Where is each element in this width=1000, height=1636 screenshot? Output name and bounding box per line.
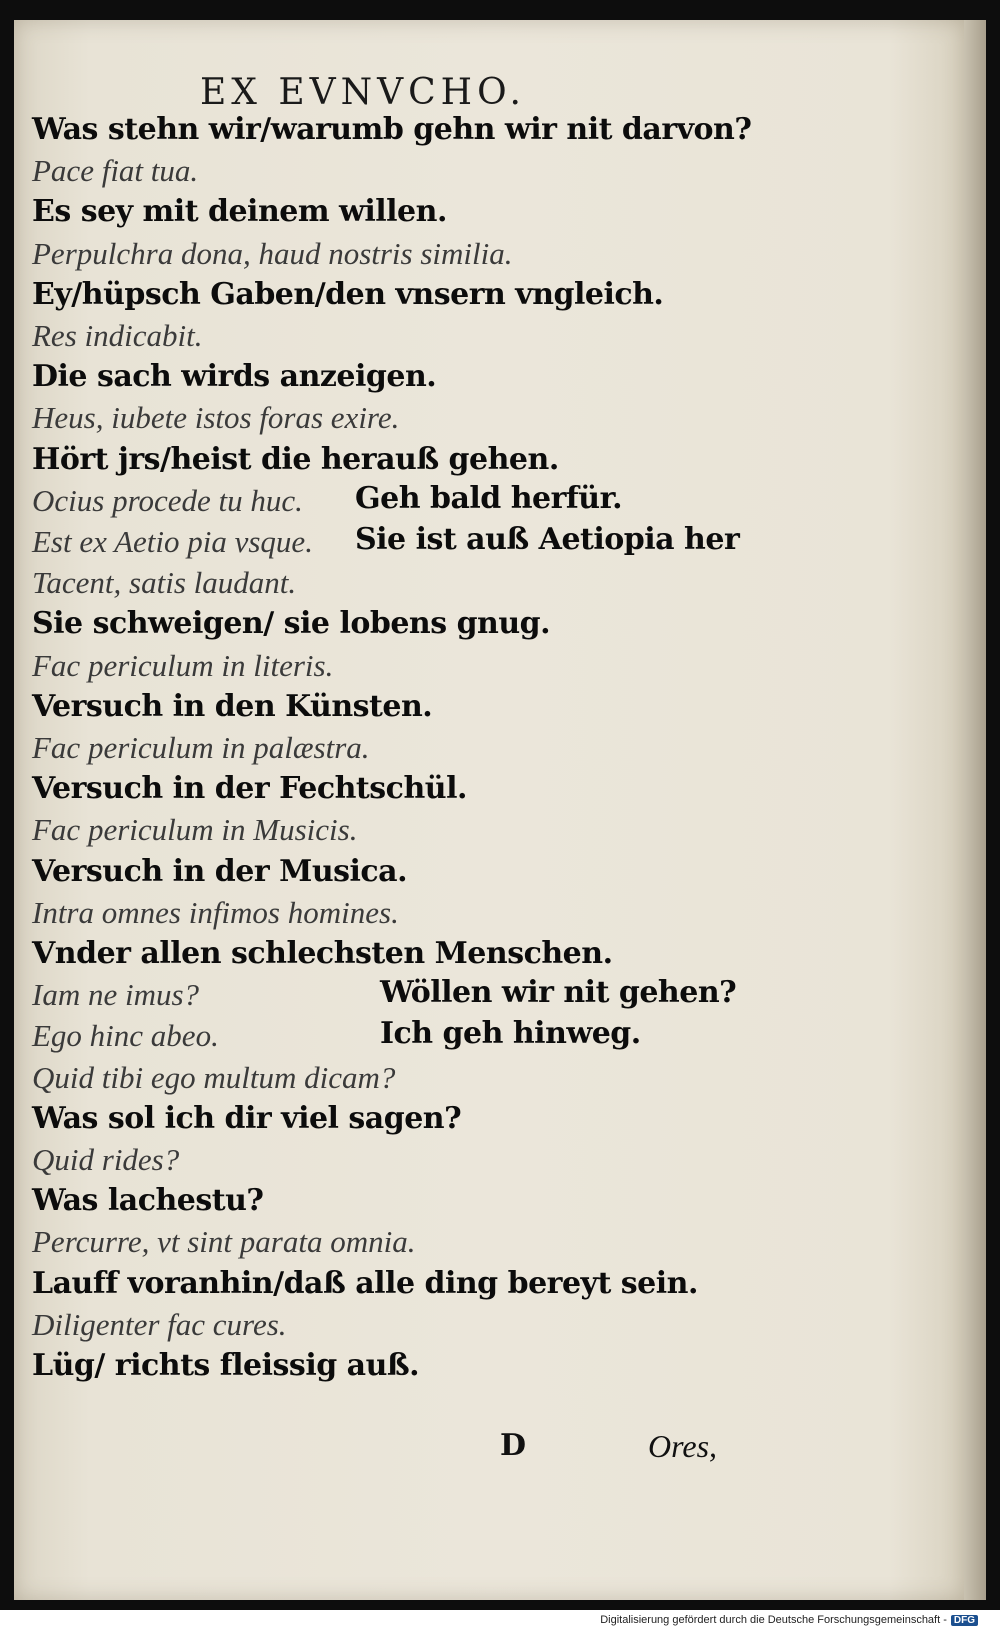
german-inline-translation: Ich geh hinweg. bbox=[380, 1016, 641, 1052]
footer-text: Digitalisierung gefördert durch die Deutsche Forschungsgemeinschaft - bbox=[600, 1614, 947, 1626]
german-line: Versuch in der Fechtschül. bbox=[32, 771, 467, 807]
running-header: EX EVNVCHO. bbox=[200, 72, 526, 113]
latin-line: Iam ne imus? bbox=[32, 977, 200, 1013]
latin-line: Ocius procede tu huc. bbox=[32, 482, 303, 518]
german-line: Lüg/ richts fleissig auß. bbox=[32, 1348, 420, 1383]
german-line: Hört jrs/heist die herauß gehen. bbox=[32, 441, 559, 477]
german-inline-translation: Geh bald herfür. bbox=[355, 480, 623, 516]
latin-line: Fac periculum in Musicis. bbox=[32, 812, 358, 848]
catchword: Ores, bbox=[648, 1428, 718, 1464]
signature-mark: D bbox=[500, 1428, 527, 1463]
latin-line: Quid rides? bbox=[32, 1142, 180, 1177]
german-line: Versuch in den Künsten. bbox=[32, 688, 433, 724]
german-line: Sie schweigen/ sie lobens gnug. bbox=[32, 606, 551, 642]
german-line: Vnder allen schlechsten Menschen. bbox=[32, 936, 613, 971]
german-inline-translation: Wöllen wir nit gehen? bbox=[380, 975, 737, 1011]
latin-line: Pace fiat tua. bbox=[32, 153, 199, 189]
footer-credit bbox=[600, 1614, 978, 1626]
german-inline-translation: Sie ist auß Aetiopia her bbox=[355, 522, 740, 557]
german-line: Was stehn wir/warumb gehn wir nit darvon? bbox=[32, 112, 752, 147]
german-line: Was lachestu? bbox=[32, 1183, 264, 1219]
latin-line: Quid tibi ego multum dicam? bbox=[32, 1059, 396, 1095]
german-line: Ey/hüpsch Gaben/den vnsern vngleich. bbox=[32, 276, 664, 312]
latin-line: Ego hinc abeo. bbox=[32, 1018, 219, 1054]
german-line: Versuch in der Musica. bbox=[32, 853, 408, 889]
latin-line: Percurre, vt sint parata omnia. bbox=[32, 1224, 416, 1260]
latin-line: Perpulchra dona, haud nostris similia. bbox=[32, 235, 513, 271]
german-line: Lauff voranhin/daß alle ding bereyt sein. bbox=[32, 1265, 698, 1301]
latin-line: Fac periculum in literis. bbox=[32, 647, 334, 683]
latin-line: Intra omnes infimos homines. bbox=[32, 894, 399, 930]
dfg-logo: DFG bbox=[951, 1615, 978, 1626]
latin-line: Est ex Aetio pia vsque. bbox=[32, 524, 313, 559]
german-line: Was sol ich dir viel sagen? bbox=[32, 1100, 462, 1136]
page-edge bbox=[964, 20, 986, 1600]
latin-line: Diligenter fac cures. bbox=[32, 1306, 287, 1342]
latin-line: Heus, iubete istos foras exire. bbox=[32, 400, 400, 436]
german-line: Die sach wirds anzeigen. bbox=[32, 359, 437, 395]
latin-line: Res indicabit. bbox=[32, 318, 203, 353]
latin-line: Fac periculum in palæstra. bbox=[32, 730, 370, 765]
german-line: Es sey mit deinem willen. bbox=[32, 194, 447, 230]
latin-line: Tacent, satis laudant. bbox=[32, 565, 297, 601]
